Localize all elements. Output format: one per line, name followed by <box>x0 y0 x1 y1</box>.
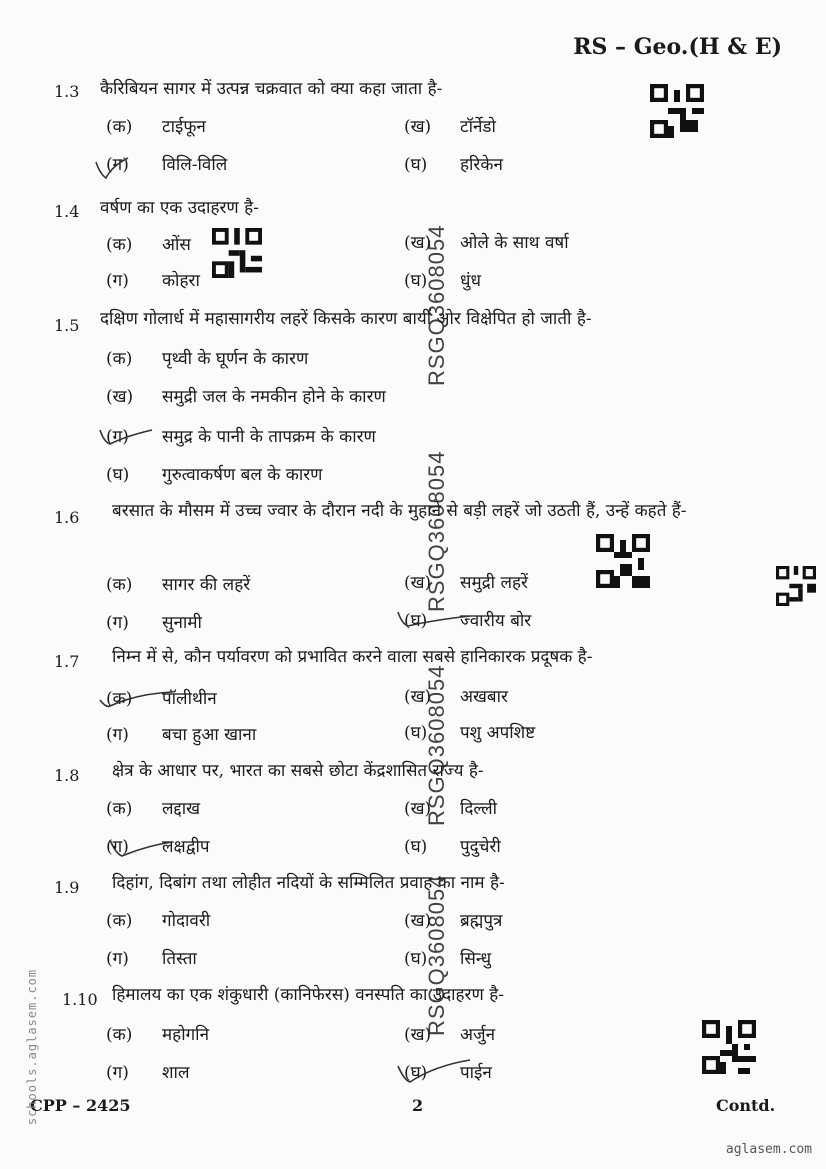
paper-code: RS – Geo.(H & E) <box>573 34 782 60</box>
question-number: 1.9 <box>54 878 80 897</box>
answer-tick-mark <box>106 834 176 860</box>
option-kha: (ख) समुद्री लहरें <box>404 573 528 593</box>
question-number: 1.4 <box>54 202 80 221</box>
option-ga: (ग) कोहरा <box>106 271 200 291</box>
qr-code-icon <box>212 228 262 278</box>
qr-code-icon <box>596 534 650 588</box>
roll-number-stamp: RSGQ3608054 <box>424 664 449 826</box>
option-ga: (ग) सुनामी <box>106 613 202 633</box>
question-number: 1.10 <box>62 990 98 1009</box>
footer-paper-code: CPP – 2425 <box>30 1096 131 1115</box>
question-text: हिमालय का एक शंकुधारी (कानिफेरस) वनस्पति का उदाहरण है- <box>112 985 504 1005</box>
roll-number-stamp: RSGQ3608054 <box>424 450 449 612</box>
option-kha: (ख) अर्जुन <box>404 1025 496 1045</box>
option-gha: (घ) सिन्धु <box>404 949 492 969</box>
option-ga: (ग) विलि-विलि <box>106 155 228 175</box>
option-gha: (घ) पशु अपशिष्ट <box>404 723 536 743</box>
option-gha: (घ) धुंध <box>404 271 481 291</box>
question-text: दिहांग, दिबांग तथा लोहीत नदियों के सम्मिलित प्रवाह का नाम है- <box>112 873 505 893</box>
question-number: 1.6 <box>54 508 80 527</box>
option-kha: (ख) टॉर्नेडो <box>404 117 496 137</box>
question-number: 1.3 <box>54 82 80 101</box>
qr-code-icon <box>650 84 704 138</box>
option-ga: (ग) शाल <box>106 1063 190 1083</box>
side-watermark: schools.aglasem.com <box>25 968 40 1126</box>
option-ka: (क) गोदावरी <box>106 911 211 931</box>
answer-tick-mark <box>96 424 156 448</box>
roll-number-stamp: RSGQ3608054 <box>424 874 449 1036</box>
option-gha: (घ) पुदुचेरी <box>404 837 501 857</box>
option-ga: (ग) बचा हुआ खाना <box>106 725 257 745</box>
qr-code-icon <box>702 1020 756 1074</box>
question-text: दक्षिण गोलार्ध में महासागरीय लहरें किसके कारण बायीं ओर विक्षेपित हो जाती है- <box>100 309 592 329</box>
option-gha: (घ) ज्वारीय बोर <box>404 611 532 631</box>
option-kha: (ख) दिल्ली <box>404 799 498 819</box>
option-gha: (घ) हरिकेन <box>404 155 503 175</box>
question-number: 1.7 <box>54 652 80 671</box>
option-kha: (ख) ब्रह्मपुत्र <box>404 911 503 931</box>
question-number: 1.8 <box>54 766 80 785</box>
page-number: 2 <box>412 1096 424 1115</box>
question-text: कैरिबियन सागर में उत्पन्न चक्रवात को क्या कहा जाता है- <box>100 79 443 99</box>
option-ga: (ग) तिस्ता <box>106 949 197 969</box>
answer-tick-mark <box>394 1058 474 1086</box>
option-ka: (क) पृथ्वी के घूर्णन के कारण <box>106 349 309 369</box>
question-text: बरसात के मौसम में उच्च ज्वार के दौरान नदी के मुहाने से बड़ी लहरें जो उठती हैं, उन्हें कहते हैं- <box>112 501 687 521</box>
option-ka: (क) लद्दाख <box>106 799 201 819</box>
option-ka: (क) सागर की लहरें <box>106 575 251 595</box>
option-ga: (ग) समुद्र के पानी के तापक्रम के कारण <box>106 427 376 447</box>
qr-code-icon <box>776 566 816 606</box>
question-text: वर्षण का एक उदाहरण है- <box>100 198 259 218</box>
option-gha: (घ) पाईन <box>404 1063 492 1083</box>
question-text: निम्न में से, कौन पर्यावरण को प्रभावित करने वाला सबसे हानिकारक प्रदूषक है- <box>112 647 593 667</box>
answer-tick-mark <box>96 684 176 710</box>
option-kha: (ख) समुद्री जल के नमकीन होने के कारण <box>106 387 386 407</box>
answer-tick-mark <box>92 154 132 182</box>
option-gha: (घ) गुरुत्वाकर्षण बल के कारण <box>106 465 323 485</box>
question-number: 1.5 <box>54 316 80 335</box>
option-kha: (ख) ओले के साथ वर्षा <box>404 233 569 253</box>
question-text: क्षेत्र के आधार पर, भारत का सबसे छोटा केंद्रशासित राज्य है- <box>112 761 484 781</box>
option-ka: (क) ओंस <box>106 235 191 255</box>
footer-contd: Contd. <box>716 1096 776 1115</box>
bottom-watermark: aglasem.com <box>725 1142 812 1157</box>
roll-number-stamp: RSGQ3608054 <box>424 224 449 386</box>
option-kha: (ख) अखबार <box>404 687 508 707</box>
option-ka: (क) महोगनि <box>106 1025 210 1045</box>
option-ka: (क) पॉलीथीन <box>106 689 217 709</box>
option-ga: (ग) लक्षद्वीप <box>106 837 210 857</box>
option-ka: (क) टाईफून <box>106 117 206 137</box>
